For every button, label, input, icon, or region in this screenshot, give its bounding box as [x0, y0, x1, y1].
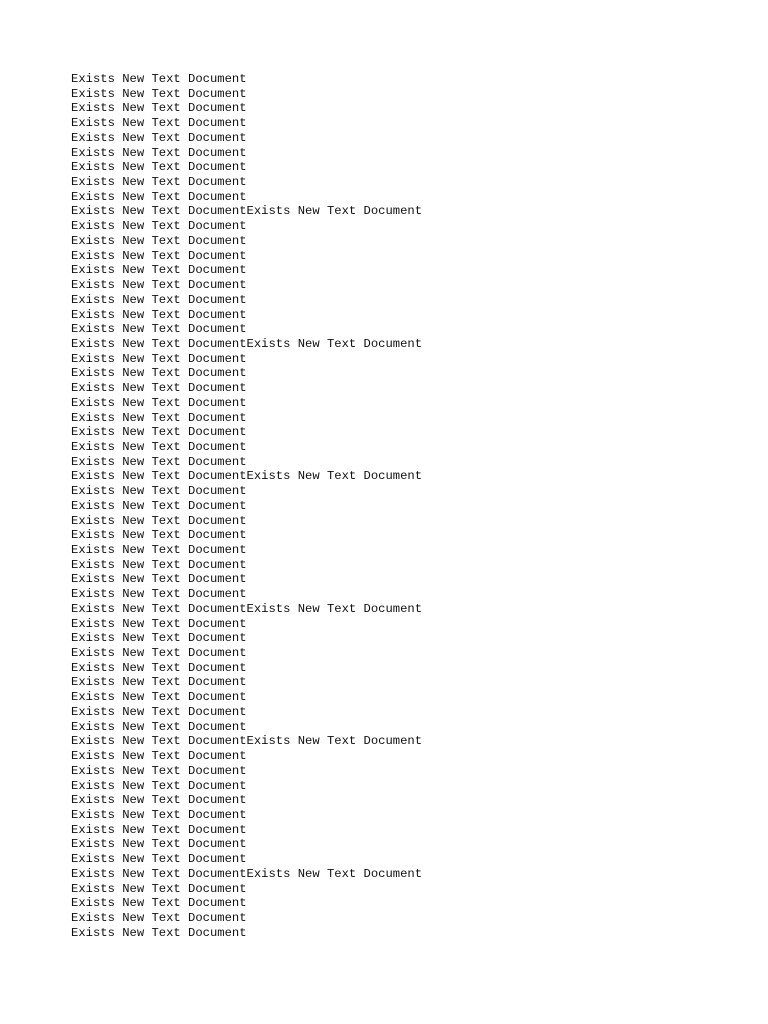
- text-line: Exists New Text Document: [71, 543, 247, 557]
- document-text-body: [71, 72, 422, 940]
- text-line: Exists New Text Document: [71, 793, 247, 808]
- text-line: Exists New Text Document: [71, 925, 247, 940]
- text-line: Exists New Text Document: [71, 160, 247, 175]
- text-line: Exists New Text Document: [71, 130, 247, 145]
- text-line: Exists New Text Document: [71, 86, 247, 101]
- text-line: Exists New Text Document: [71, 631, 247, 646]
- text-line: Exists New Text Document: [71, 263, 247, 278]
- text-line: Exists New Text Document: [71, 557, 247, 572]
- text-line: Exists New Text Document: [71, 248, 247, 263]
- text-line: Exists New Text Document: [71, 307, 247, 322]
- text-line: Exists New Text DocumentExists New Text Document: [71, 336, 423, 351]
- text-line: Exists New Text Document: [71, 101, 247, 116]
- text-line: Exists New Text Document: [71, 587, 247, 602]
- text-line: Exists New Text Document: [71, 322, 247, 337]
- text-line: Exists New Text Document: [71, 498, 247, 513]
- text-line: Exists New Text Document: [71, 425, 247, 440]
- text-line: Exists New Text Document: [71, 454, 247, 469]
- text-line: Exists New Text Document: [71, 292, 247, 307]
- text-line: Exists New Text Document: [71, 175, 247, 190]
- text-line: Exists New Text Document: [71, 763, 247, 778]
- text-line: Exists New Text Document: [71, 219, 247, 234]
- text-line: Exists New Text Document: [71, 484, 247, 499]
- text-line: Exists New Text Document: [71, 513, 247, 528]
- text-line: Exists New Text Document: [71, 439, 247, 454]
- text-line: Exists New Text Document: [71, 807, 247, 822]
- text-line: Exists New Text Document: [71, 704, 247, 719]
- text-line: Exists New Text Document: [71, 351, 247, 366]
- text-line: Exists New Text DocumentExists New Text Document: [71, 204, 423, 219]
- text-line: Exists New Text Document: [71, 646, 247, 661]
- text-line: Exists New Text Document: [71, 822, 247, 837]
- text-line: Exists New Text Document: [71, 675, 247, 690]
- text-line: Exists New Text Document: [71, 278, 247, 293]
- text-line: Exists New Text Document: [71, 778, 247, 793]
- text-line: Exists New Text Document: [71, 749, 247, 764]
- text-line: Exists New Text DocumentExists New Text Document: [71, 601, 423, 616]
- text-line: Exists New Text Document: [71, 395, 247, 410]
- text-line: Exists New Text Document: [71, 837, 247, 852]
- text-line: Exists New Text Document: [71, 852, 247, 867]
- text-line: Exists New Text Document: [71, 690, 247, 705]
- text-line: Exists New Text Document: [71, 528, 247, 543]
- text-line: Exists New Text Document: [71, 616, 247, 631]
- text-line: Exists New Text DocumentExists New Text Document: [71, 469, 423, 484]
- text-line: Exists New Text Document: [71, 572, 247, 587]
- text-line: Exists New Text Document: [71, 366, 247, 381]
- text-line: Exists New Text Document: [71, 72, 247, 86]
- text-line: Exists New Text Document: [71, 189, 247, 204]
- text-line: Exists New Text Document: [71, 410, 247, 425]
- text-line: Exists New Text DocumentExists New Text Document: [71, 866, 423, 881]
- text-line: Exists New Text Document: [71, 233, 247, 248]
- text-line: Exists New Text Document: [71, 660, 247, 675]
- text-line: Exists New Text DocumentExists New Text Document: [71, 734, 423, 749]
- text-line: Exists New Text Document: [71, 719, 247, 734]
- text-line: Exists New Text Document: [71, 381, 247, 396]
- text-line: Exists New Text Document: [71, 145, 247, 160]
- text-line: Exists New Text Document: [71, 910, 247, 925]
- text-line: Exists New Text Document: [71, 896, 247, 911]
- text-line: Exists New Text Document: [71, 881, 247, 896]
- text-line: Exists New Text Document: [71, 116, 247, 131]
